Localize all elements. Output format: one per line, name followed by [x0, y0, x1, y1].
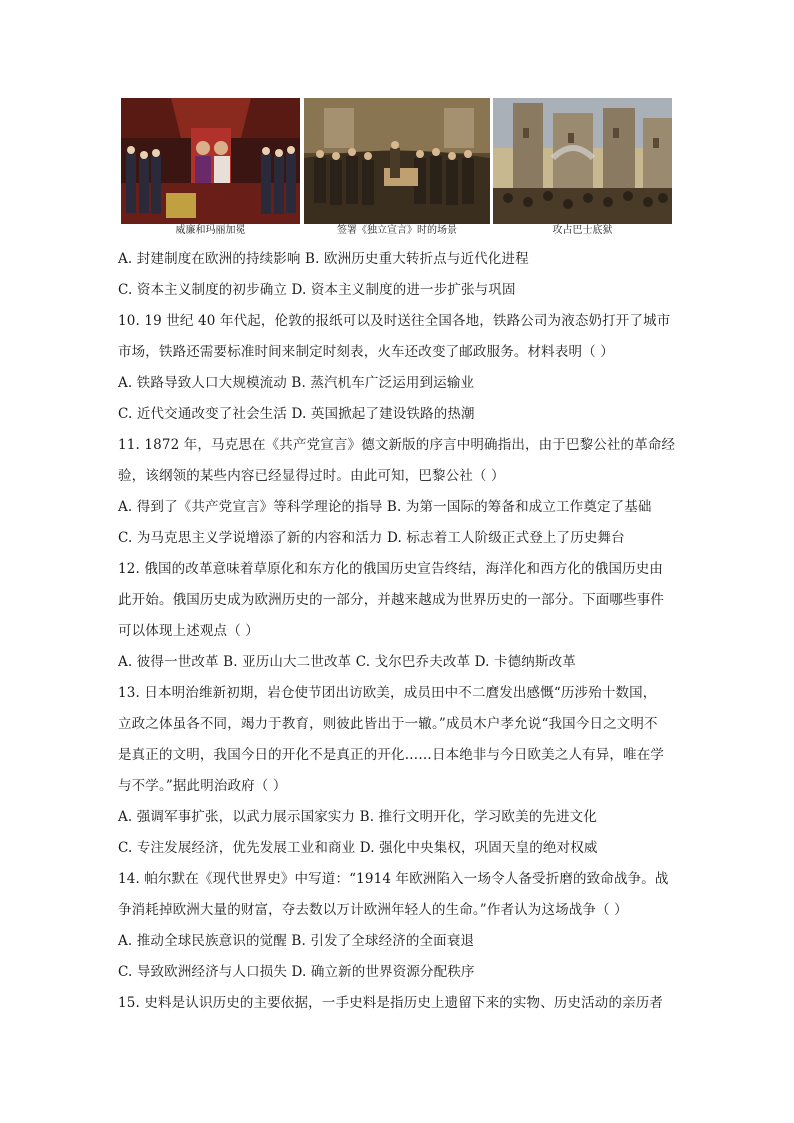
- q13-stem-line-3: 是真正的文明，我国今日的开化不是真正的开化……日本绝非与今日欧美之人有异，唯在学: [118, 747, 664, 763]
- q9-options-line-2: C. 资本主义制度的初步确立 D. 资本主义制度的进一步扩张与巩固: [118, 282, 516, 298]
- q13-stem-line-4: 与不学。”据此明治政府（ ）: [118, 778, 287, 794]
- figure-caption-3: 攻占巴士底狱: [552, 225, 613, 236]
- q13-stem-line-1: 13. 日本明治维新初期，岩仓使节团出访欧美，成员田中不二麿发出感慨“历涉殆十数国，: [118, 685, 657, 701]
- coronation-painting: [121, 98, 300, 224]
- figure-caption-1: 威廉和玛丽加冕: [175, 225, 246, 236]
- q10-stem-line-2: 市场，铁路还需要标准时间来制定时刻表，火车还改变了邮政服务。材料表明（ ）: [118, 344, 614, 360]
- q12-stem-line-1: 12. 俄国的改革意味着草原化和东方化的俄国历史宣告终结，海洋化和西方化的俄国历史由: [118, 561, 664, 577]
- q9-options-line-1: A. 封建制度在欧洲的持续影响 B. 欧洲历史重大转折点与近代化进程: [118, 251, 529, 267]
- question-content: [118, 244, 678, 1019]
- q10-options-line-2: C. 近代交通改变了社会生活 D. 英国掀起了建设铁路的热潮: [118, 406, 475, 422]
- q10-options-line-1: A. 铁路导致人口大规模流动 B. 蒸汽机车广泛运用到运输业: [118, 375, 475, 391]
- q11-stem-line-2: 验，该纲领的某些内容已经显得过时。由此可知，巴黎公社（ ）: [118, 468, 505, 484]
- q15-stem-line-1: 15. 史料是认识历史的主要依据，一手史料是指历史上遗留下来的实物、历史活动的亲历者: [118, 995, 664, 1011]
- q11-options-line-2: C. 为马克思主义学说增添了新的内容和活力 D. 标志着工人阶级正式登上了历史舞台: [118, 530, 625, 546]
- q11-stem-line-1: 11. 1872 年，马克思在《共产党宣言》德文新版的序言中明确指出，由于巴黎公社的革命经: [118, 437, 676, 453]
- q12-stem-line-2: 此开始。俄国历史成为欧洲历史的一部分，并越来越成为世界历史的一部分。下面哪些事件: [118, 592, 664, 608]
- q14-options-line-1: A. 推动全球民族意识的觉醒 B. 引发了全球经济的全面衰退: [118, 933, 475, 949]
- q13-options-line-2: C. 专注发展经济，优先发展工业和商业 D. 强化中央集权，巩固天皇的绝对权威: [118, 840, 598, 856]
- q14-stem-line-2: 争消耗掉欧洲大量的财富，夺去数以万计欧洲年轻人的生命。”作者认为这场战争（ ）: [118, 902, 628, 918]
- q14-options-line-2: C. 导致欧洲经济与人口损失 D. 确立新的世界资源分配秩序: [118, 964, 475, 980]
- q13-options-line-1: A. 强调军事扩张，以武力展示国家实力 B. 推行文明开化，学习欧美的先进文化: [118, 809, 597, 825]
- q14-stem-line-1: 14. 帕尔默在《现代世界史》中写道：“1914 年欧洲陷入一场令人备受折磨的致命战争。战: [118, 871, 669, 887]
- q12-options-line-1: A. 彼得一世改革 B. 亚历山大二世改革 C. 戈尔巴乔夫改革 D. 卡德纳斯改革: [118, 654, 576, 670]
- q10-stem-line-1: 10. 19 世纪 40 年代起，伦敦的报纸可以及时送往全国各地，铁路公司为液态奶打开了城市: [118, 313, 671, 329]
- figure-caption-2: 签署《独立宣言》时的场景: [337, 225, 457, 236]
- declaration-signing-painting: [304, 98, 490, 224]
- q12-stem-line-3: 可以体现上述观点（ ）: [118, 623, 259, 639]
- q11-options-line-1: A. 得到了《共产党宣言》等科学理论的指导 B. 为第一国际的筹备和成立工作奠定了基础: [118, 499, 652, 515]
- q13-stem-line-2: 立政之体虽各不同，竭力于教育，则彼此皆出于一辙。”成员木户孝允说“我国今日之文明不: [118, 716, 658, 732]
- storming-bastille-painting: [493, 98, 672, 224]
- figure-strip: [121, 98, 672, 240]
